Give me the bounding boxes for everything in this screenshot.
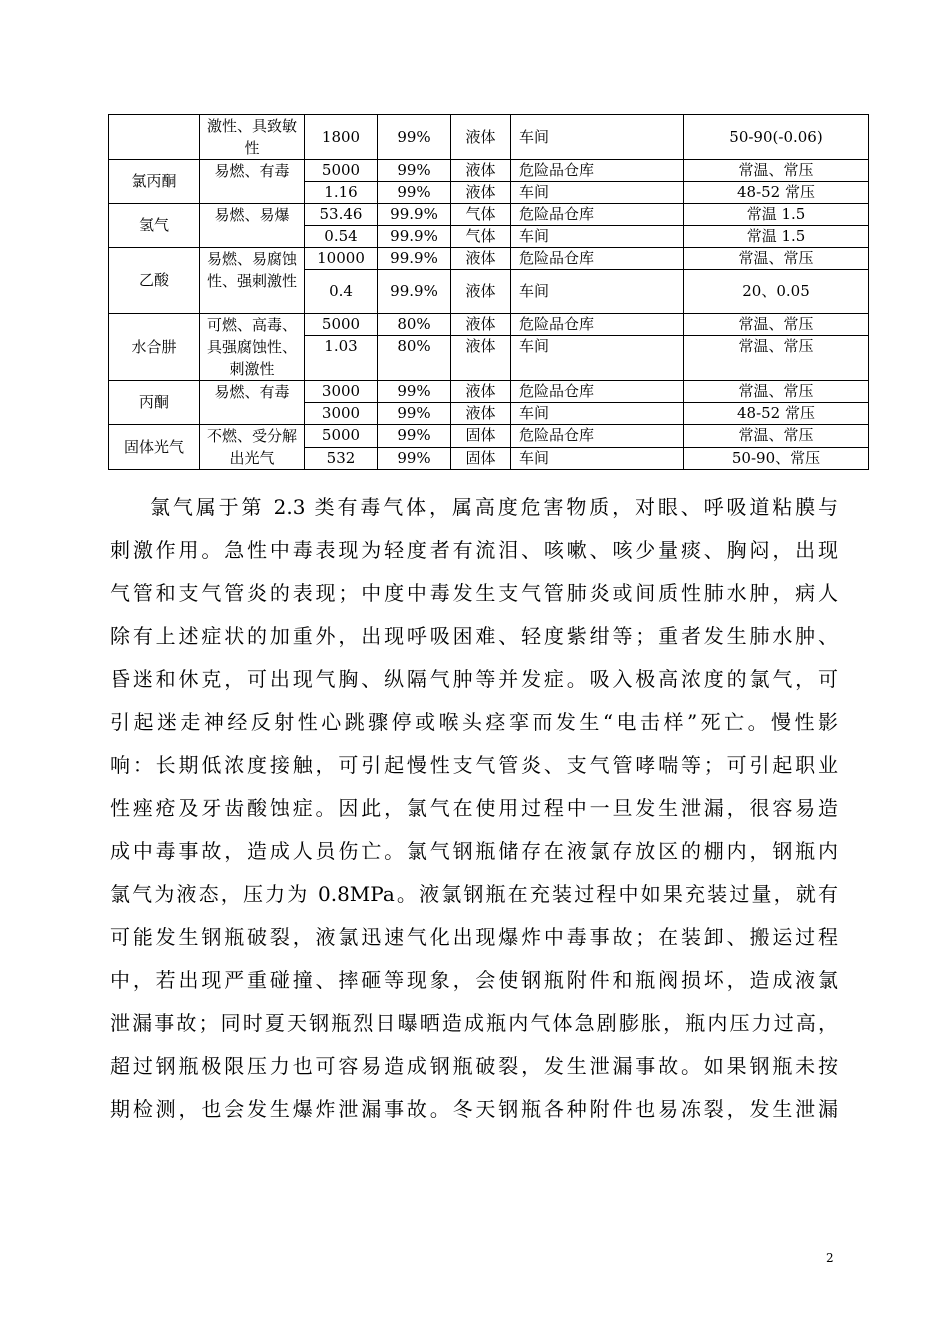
purity-cell: 99%: [378, 381, 451, 403]
purity-cell: 99%: [378, 447, 451, 470]
table-row: [109, 160, 869, 182]
paragraph-line: 刺激作用。急性中毒表现为轻度者有流泪、咳嗽、咳少量痰、胸闷，出现: [110, 538, 838, 562]
quantity-cell: 532: [305, 447, 378, 470]
location-cell: 危险品仓库: [511, 204, 684, 226]
state-cell: 固体: [451, 447, 511, 470]
paragraph-line: 性痤疮及牙齿酸蚀症。因此，氯气在使用过程中一旦发生泄漏，很容易造: [110, 796, 838, 820]
purity-cell: 99%: [378, 403, 451, 425]
paragraph-line: 泄漏事故；同时夏天钢瓶烈日曝晒造成瓶内气体急剧膨胀，瓶内压力过高，: [110, 1011, 838, 1035]
purity-cell: 99%: [378, 425, 451, 448]
state-cell: 液体: [451, 115, 511, 160]
paragraph-line: 期检测，也会发生爆炸泄漏事故。冬天钢瓶各种附件也易冻裂，发生泄漏: [110, 1097, 838, 1121]
quantity-cell: 10000: [305, 248, 378, 270]
state-cell: 液体: [451, 314, 511, 336]
condition-cell: 常温 1.5: [684, 226, 869, 248]
location-cell: 危险品仓库: [511, 381, 684, 403]
table-row: [109, 381, 869, 403]
purity-cell: 99.9%: [378, 226, 451, 248]
paragraph-line: 中，若出现严重碰撞、摔砸等现象，会使钢瓶附件和瓶阀损坏，造成液氯: [110, 968, 838, 992]
condition-cell: 常温、常压: [684, 314, 869, 336]
chemical-name-cell: [109, 115, 200, 160]
location-cell: 危险品仓库: [511, 160, 684, 182]
quantity-cell: 53.46: [305, 204, 378, 226]
condition-cell: 常温、常压: [684, 425, 869, 448]
purity-cell: 99%: [378, 160, 451, 182]
quantity-cell: 3000: [305, 381, 378, 403]
chlorine-hazard-paragraph: [110, 486, 838, 1131]
quantity-cell: 5000: [305, 314, 378, 336]
hazardous-chemicals-table: [108, 114, 869, 470]
location-cell: 车间: [511, 115, 684, 160]
location-cell: 危险品仓库: [511, 314, 684, 336]
page-number: 2: [826, 1251, 834, 1265]
location-cell: 车间: [511, 447, 684, 470]
paragraph-line: 氯气属于第 2.3 类有毒气体，属高度危害物质，对眼、呼吸道粘膜与: [150, 495, 838, 519]
purity-cell: 80%: [378, 336, 451, 381]
hazard-cell: 可燃、高毒、具强腐蚀性、刺激性: [200, 314, 305, 381]
purity-cell: 99%: [378, 182, 451, 204]
location-cell: 危险品仓库: [511, 248, 684, 270]
hazard-cell: 激性、具致敏性: [200, 115, 305, 160]
hazard-cell: 易燃、有毒: [200, 160, 305, 204]
paragraph-line: 成中毒事故，造成人员伤亡。氯气钢瓶储存在液氯存放区的棚内，钢瓶内: [110, 839, 838, 863]
quantity-cell: 0.4: [305, 270, 378, 314]
hazard-cell: 易燃、易腐蚀性、强刺激性: [200, 248, 305, 314]
chemical-name-cell: 水合肼: [109, 314, 200, 381]
paragraph-line: 可能发生钢瓶破裂，液氯迅速气化出现爆炸中毒事故；在装卸、搬运过程: [110, 925, 838, 949]
paragraph-line: 响：长期低浓度接触，可引起慢性支气管炎、支气管哮喘等；可引起职业: [110, 753, 838, 777]
hazard-cell: 不燃、受分解出光气: [200, 425, 305, 470]
paragraph-line: 除有上述症状的加重外，出现呼吸困难、轻度紫绀等；重者发生肺水肿、: [110, 624, 838, 648]
quantity-cell: 1.16: [305, 182, 378, 204]
chemical-name-cell: 乙酸: [109, 248, 200, 314]
state-cell: 液体: [451, 270, 511, 314]
paragraph-line: 引起迷走神经反射性心跳骤停或喉头痉挛而发生“电击样”死亡。慢性影: [110, 710, 838, 734]
state-cell: 液体: [451, 403, 511, 425]
state-cell: 液体: [451, 182, 511, 204]
purity-cell: 99.9%: [378, 248, 451, 270]
state-cell: 液体: [451, 381, 511, 403]
location-cell: 车间: [511, 270, 684, 314]
hazard-cell: 易燃、易爆: [200, 204, 305, 248]
purity-cell: 99.9%: [378, 204, 451, 226]
quantity-cell: 5000: [305, 160, 378, 182]
paragraph-line: 超过钢瓶极限压力也可容易造成钢瓶破裂，发生泄漏事故。如果钢瓶未按: [110, 1054, 838, 1078]
purity-cell: 99%: [378, 115, 451, 160]
table-row: [109, 314, 869, 336]
quantity-cell: 5000: [305, 425, 378, 448]
state-cell: 液体: [451, 248, 511, 270]
chemical-name-cell: 丙酮: [109, 381, 200, 425]
condition-cell: 48-52 常压: [684, 403, 869, 425]
quantity-cell: 3000: [305, 403, 378, 425]
condition-cell: 常温、常压: [684, 160, 869, 182]
location-cell: 危险品仓库: [511, 425, 684, 448]
chemical-name-cell: 氯丙酮: [109, 160, 200, 204]
state-cell: 液体: [451, 160, 511, 182]
quantity-cell: 0.54: [305, 226, 378, 248]
quantity-cell: 1800: [305, 115, 378, 160]
condition-cell: 常温、常压: [684, 336, 869, 381]
table-row: [109, 248, 869, 270]
location-cell: 车间: [511, 182, 684, 204]
purity-cell: 80%: [378, 314, 451, 336]
condition-cell: 20、0.05: [684, 270, 869, 314]
condition-cell: 常温、常压: [684, 248, 869, 270]
location-cell: 车间: [511, 226, 684, 248]
location-cell: 车间: [511, 403, 684, 425]
condition-cell: 48-52 常压: [684, 182, 869, 204]
state-cell: 液体: [451, 336, 511, 381]
paragraph-line: 气管和支气管炎的表现；中度中毒发生支气管肺炎或间质性肺水肿，病人: [110, 581, 838, 605]
paragraph-line: 氯气为液态，压力为 0.8MPa。液氯钢瓶在充装过程中如果充装过量，就有: [110, 882, 838, 906]
quantity-cell: 1.03: [305, 336, 378, 381]
condition-cell: 常温 1.5: [684, 204, 869, 226]
location-cell: 车间: [511, 336, 684, 381]
table-row: [109, 204, 869, 226]
state-cell: 气体: [451, 204, 511, 226]
chemical-name-cell: 固体光气: [109, 425, 200, 470]
purity-cell: 99.9%: [378, 270, 451, 314]
condition-cell: 常温、常压: [684, 381, 869, 403]
chemical-name-cell: 氢气: [109, 204, 200, 248]
condition-cell: 50-90、常压: [684, 447, 869, 470]
state-cell: 气体: [451, 226, 511, 248]
table-row: [109, 115, 869, 160]
hazard-cell: 易燃、有毒: [200, 381, 305, 425]
condition-cell: 50-90(-0.06): [684, 115, 869, 160]
state-cell: 固体: [451, 425, 511, 448]
table-row: [109, 425, 869, 448]
paragraph-line: 昏迷和休克，可出现气胸、纵隔气肿等并发症。吸入极高浓度的氯气，可: [110, 667, 838, 691]
